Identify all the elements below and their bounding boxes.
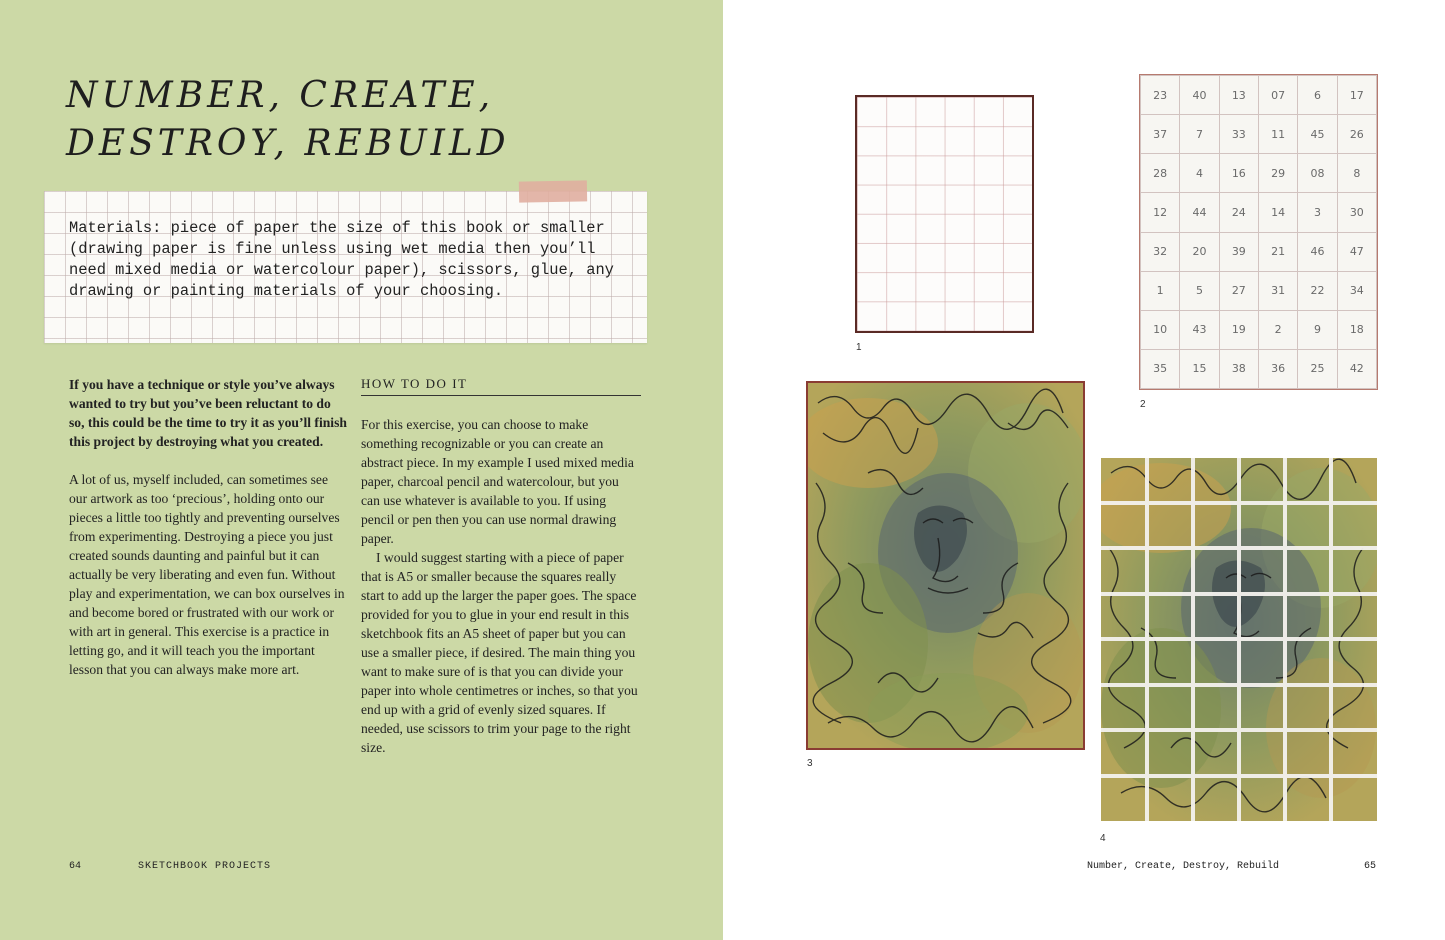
caption-4: 4 [1100,833,1106,844]
number-grid-row [1141,154,1377,193]
number-grid-cell: 27 [1219,271,1258,310]
painting-illustration [808,383,1083,748]
right-page-number: 65 [1364,861,1377,872]
number-grid-row [1141,76,1377,115]
number-grid-cell: 28 [1141,154,1180,193]
number-grid-cell: 31 [1258,271,1297,310]
number-grid-cell: 45 [1298,115,1337,154]
title-line-1: NUMBER, CREATE, [66,75,495,116]
number-grid-cell: 12 [1141,193,1180,232]
tape-strip [519,180,587,202]
how-to-column [361,375,641,757]
painting-image [806,381,1085,750]
left-running-title: SKETCHBOOK PROJECTS [138,861,272,872]
caption-3: 3 [807,758,813,769]
number-grid-cell: 24 [1219,193,1258,232]
number-grid-row [1141,232,1377,271]
number-grid-cell: 23 [1141,76,1180,115]
number-grid-cell: 35 [1141,349,1180,388]
number-grid-cell: 36 [1258,349,1297,388]
intro-column [69,375,347,698]
number-grid-cell: 42 [1337,349,1376,388]
number-grid-cell: 9 [1298,310,1337,349]
number-grid-cell: 16 [1219,154,1258,193]
number-grid-cell: 08 [1298,154,1337,193]
how-to-paragraph-1: For this exercise, you can choose to make something recognizable or you can create an abstract piece. In my example I used mixed media paper, charcoal pencil and watercolour, but you can use whatever is available to you. If using pencil or pen then you can use normal drawing paper. [361,417,634,546]
number-grid-cell: 46 [1298,232,1337,271]
number-grid-cell: 13 [1219,76,1258,115]
number-grid-cell: 29 [1258,154,1297,193]
number-grid-cell: 15 [1180,349,1219,388]
number-grid-cell: 11 [1258,115,1297,154]
number-grid-cell: 07 [1258,76,1297,115]
left-page-number: 64 [69,861,82,872]
title-line-2: DESTROY, REBUILD [66,123,510,164]
number-grid-row [1141,310,1377,349]
number-grid-cell: 1 [1141,271,1180,310]
number-grid-row [1141,115,1377,154]
page-title [66,72,510,168]
number-grid-cell: 30 [1337,193,1376,232]
materials-box [44,191,647,343]
number-grid-cell: 17 [1337,76,1376,115]
number-grid-cell: 38 [1219,349,1258,388]
materials-text: Materials: piece of paper the size of this book or smaller (drawing paper is fine unless using wet media then you’ll need mixed media or watercolour paper), scissors, glue, any drawing or painting materials of your choosing. [69,219,614,300]
number-grid-cell: 2 [1258,310,1297,349]
number-grid-cell: 34 [1337,271,1376,310]
number-grid-cell: 43 [1180,310,1219,349]
number-grid-cell: 32 [1141,232,1180,271]
number-grid-cell: 14 [1258,193,1297,232]
number-grid-cell: 33 [1219,115,1258,154]
number-grid-cell: 40 [1180,76,1219,115]
rebuilt-painting-illustration [1101,458,1377,821]
number-grid-cell: 20 [1180,232,1219,271]
number-grid-cell: 3 [1298,193,1337,232]
number-grid-cell: 8 [1337,154,1376,193]
number-grid-cell: 7 [1180,115,1219,154]
number-grid-cell: 22 [1298,271,1337,310]
how-to-heading: HOW TO DO IT [361,375,641,396]
number-grid-row [1141,193,1377,232]
right-running-title: Number, Create, Destroy, Rebuild [1087,861,1280,872]
number-grid-row [1141,271,1377,310]
number-grid-cell: 37 [1141,115,1180,154]
intro-lead: If you have a technique or style you’ve always wanted to try but you’ve been reluctant to do so, this could be the time to try it as you’ll finish this project by destroying what you created. [69,377,347,449]
caption-2: 2 [1140,399,1146,410]
number-grid-cell: 10 [1141,310,1180,349]
number-grid-cell: 4 [1180,154,1219,193]
how-to-paragraph-2: I would suggest starting with a piece of paper that is A5 or smaller because the squares really start to add up the larger the paper goes. The space provided for you to glue in your end result in this sketchbook fits an A5 sheet of paper but you can use a smaller piece, if desired. The main thing you want to make sure of is that you can divide your paper into whole centimetres or inches, so that you end up with a grid of evenly sized squares. If needed, use scissors to trim your page to the right size. [361,550,638,755]
number-grid-cell: 5 [1180,271,1219,310]
number-grid-cell: 6 [1298,76,1337,115]
blank-grid-paper-image [855,95,1034,333]
number-grid-cell: 25 [1298,349,1337,388]
numbered-grid-image [1139,74,1378,390]
number-grid-cell: 19 [1219,310,1258,349]
number-grid-cell: 21 [1258,232,1297,271]
number-grid [1140,75,1377,389]
number-grid-cell: 39 [1219,232,1258,271]
number-grid-cell: 26 [1337,115,1376,154]
number-grid-cell: 18 [1337,310,1376,349]
number-grid-cell: 47 [1337,232,1376,271]
caption-1: 1 [856,342,862,353]
intro-body: A lot of us, myself included, can sometimes see our artwork as too ‘precious’, holding onto our pieces a little too tightly and preventing ourselves from experimenting. Destroying a piece you just created sounds daunting and painful but it can actually be very liberating and even fun. Without play and experimentation, we can box ourselves in and become bored or frustrated with our work or with art in general. This exercise is a practice in letting go, and it will teach you the important lesson that you can always make more art. [69,472,345,677]
number-grid-row [1141,349,1377,388]
cut-and-rebuilt-painting-image [1101,458,1377,821]
number-grid-cell: 44 [1180,193,1219,232]
